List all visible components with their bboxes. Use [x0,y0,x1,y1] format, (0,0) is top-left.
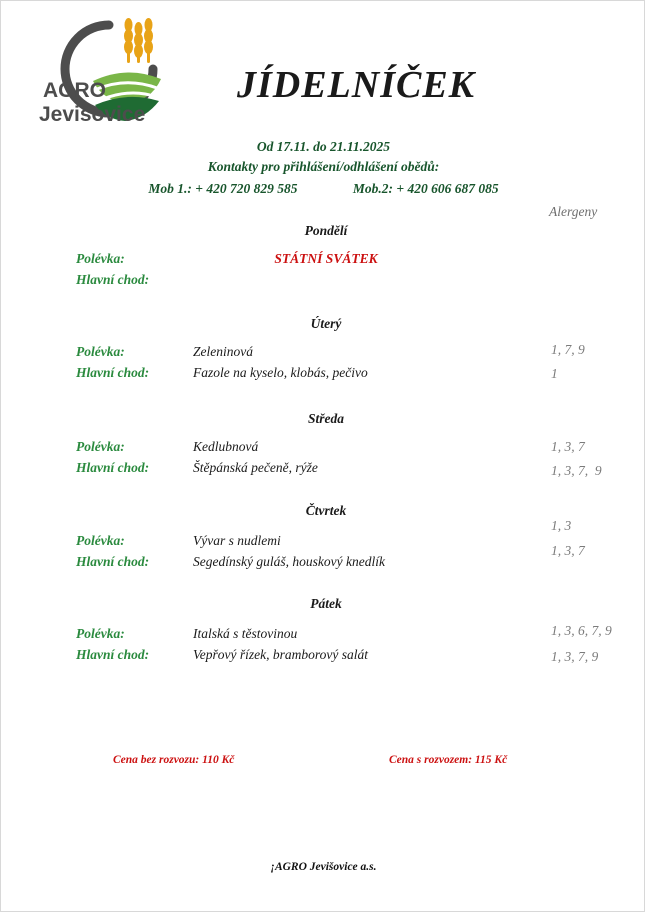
main-allergens: 1, 3, 7 [551,543,585,558]
day-name: Pondělí [304,223,348,238]
logo-text-agro: AGRO [43,79,106,102]
main-label: Hlavní chod: [76,365,150,380]
soup-value: STÁTNÍ SVÁTEK [274,251,378,266]
main-label: Hlavní chod: [76,460,150,475]
main-label: Hlavní chod: [76,272,150,287]
price-without-delivery: Cena bez rozvozu: 110 Kč [113,754,235,766]
document-header [1,1,645,131]
soup-allergens: 1, 3, 7 [551,439,585,454]
soup-label: Polévka: [76,439,125,454]
main-value: Segedínský guláš, houskový knedlík [193,554,385,569]
soup-label: Polévka: [76,533,125,548]
mobile-1: Mob 1.: + 420 720 829 585 [148,181,298,196]
mobile-2: Mob.2: + 420 606 687 085 [352,181,499,196]
soup-value: Vývar s nudlemi [193,533,281,548]
company-footer: ¡AGRO Jevišovice a.s. [270,861,377,873]
price-with-delivery: Cena s rozvozem: 115 Kč [389,754,508,766]
main-allergens: 1, 3, 7, 9 [551,649,599,664]
subheader-block [1,137,645,199]
day-name: Středa [307,411,344,426]
soup-allergens: 1, 3, 6, 7, 9 [551,623,612,638]
main-allergens: 1 [551,366,558,381]
page-title: JÍDELNÍČEK [236,64,476,106]
soup-value: Italská s těstovinou [193,626,298,641]
soup-allergens: 1, 7, 9 [551,342,585,357]
main-value: Vepřový řízek, bramborový salát [193,647,368,662]
soup-allergens: 1, 3 [551,518,572,533]
main-label: Hlavní chod: [76,554,150,569]
logo-text-jevisovice: Jevišovice [39,103,146,126]
main-value: Fazole na kyselo, klobás, pečivo [193,365,368,380]
soup-value: Zeleninová [193,344,253,359]
soup-label: Polévka: [76,251,125,266]
soup-label: Polévka: [76,344,125,359]
day-name: Čtvrtek [305,503,347,518]
main-label: Hlavní chod: [76,647,150,662]
contact-numbers [1,179,645,199]
soup-value: Kedlubnová [193,439,259,454]
allergens-column-header: Alergeny [549,204,598,219]
day-name: Pátek [310,596,342,611]
contact-intro: Kontakty pro přihlášení/odhlášení obědů: [207,159,440,174]
date-range: Od 17.11. do 21.11.2025 [256,139,391,154]
main-value: Štěpánská pečeně, rýže [193,460,318,475]
soup-label: Polévka: [76,626,125,641]
main-allergens: 1, 3, 7, 9 [551,463,602,478]
day-name: Úterý [310,316,342,331]
agro-jevisovice-logo [31,9,181,129]
